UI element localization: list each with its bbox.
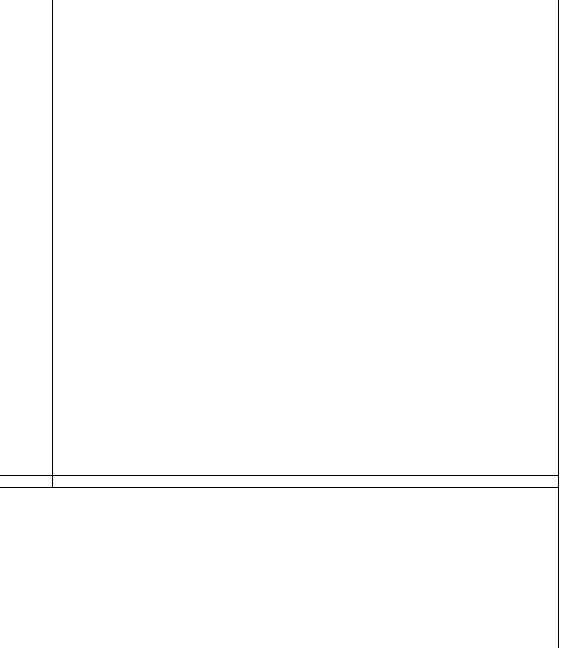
schedule-table xyxy=(0,475,559,648)
plan-column-header xyxy=(53,475,558,487)
weekday-column-header xyxy=(0,475,53,487)
schedule-header-row xyxy=(0,475,558,488)
requirements-label-cell xyxy=(0,0,53,475)
